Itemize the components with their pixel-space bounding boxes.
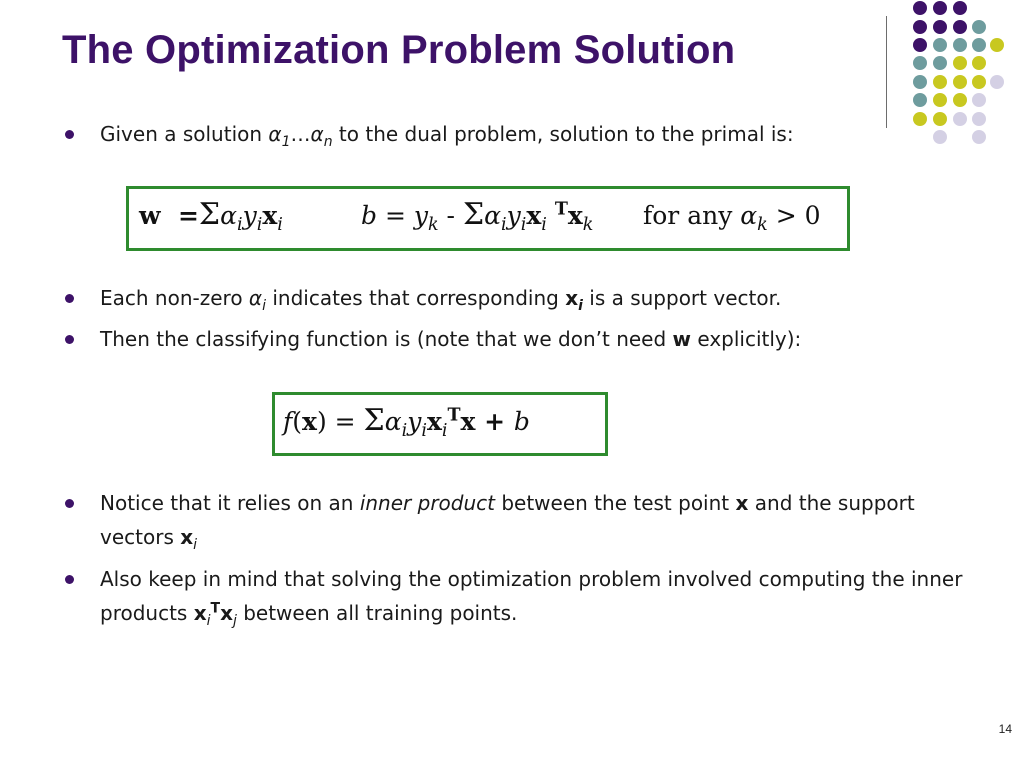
sub: i [277, 215, 283, 235]
y: y [407, 407, 422, 436]
plus: + [475, 407, 514, 436]
sub: i [421, 421, 427, 441]
b: b [513, 407, 530, 436]
decor-dot [972, 38, 986, 52]
decor-dot [953, 75, 967, 89]
text: Each non-zero [100, 286, 249, 310]
equals: = [377, 201, 414, 230]
w-symbol: w [139, 201, 161, 230]
classifier-formula-box [272, 392, 608, 456]
sigma-symbol: Σ [198, 197, 221, 232]
primal-solution-formula-box [126, 186, 850, 251]
sub: k [427, 215, 439, 235]
subscript: j [232, 613, 237, 629]
subscript: i [262, 298, 266, 314]
decor-dot [953, 56, 967, 70]
alpha-symbol: α [248, 286, 263, 310]
equals: = [160, 201, 199, 230]
bullet-classifying-function [100, 322, 980, 356]
text: indicates that corresponding [265, 286, 566, 310]
classifier-equation [283, 403, 530, 441]
title-divider-line [886, 16, 887, 128]
b-equation [361, 197, 594, 235]
x-bold: x [427, 407, 442, 436]
subscript: 1 [281, 134, 291, 150]
emphasis: inner product [359, 491, 495, 515]
x-bold: x [735, 491, 749, 515]
x-bold: x [567, 201, 583, 230]
text: to the dual problem, solution to the primal is: [332, 122, 794, 146]
bullet-inner-product [100, 486, 980, 554]
decor-dot [933, 1, 947, 15]
sub: i [520, 215, 527, 235]
x-bold: x [526, 201, 542, 230]
sub: k [582, 215, 594, 235]
transpose: T [447, 405, 461, 426]
bullet-dual-solution [100, 117, 980, 151]
decor-dot [913, 93, 927, 107]
subscript: i [193, 537, 198, 553]
x-bold: x [220, 601, 233, 625]
text: Notice that it relies on an [100, 491, 360, 515]
sigma-symbol: Σ [462, 197, 485, 232]
decor-dot [933, 93, 947, 107]
sigma-symbol: Σ [363, 403, 385, 438]
text: explicitly): [691, 327, 802, 351]
transpose: T [554, 199, 568, 220]
decor-dot [913, 75, 927, 89]
text: is a support vector. [582, 286, 782, 310]
decor-dot [953, 20, 967, 34]
x-bold: x [460, 407, 476, 436]
alpha-symbol: α [268, 122, 282, 146]
decor-dot [913, 38, 927, 52]
decor-dot [933, 20, 947, 34]
decor-dot [913, 56, 927, 70]
decor-dot [933, 56, 947, 70]
x-bold: x [193, 601, 207, 625]
b: b [361, 201, 378, 230]
equals: ) = [316, 407, 364, 436]
x-bold: x [262, 201, 278, 230]
sub: k [757, 215, 768, 235]
decor-dot [972, 93, 986, 107]
transpose: T [210, 600, 221, 617]
decor-dot [953, 38, 967, 52]
decor-dot [953, 1, 967, 15]
y: y [413, 201, 428, 230]
decor-dot [990, 75, 1004, 89]
condition [643, 201, 821, 235]
decor-dot [933, 75, 947, 89]
w-equation [139, 197, 283, 235]
f: f [283, 407, 293, 436]
sub: i [256, 215, 263, 235]
subscript: i [206, 613, 211, 629]
text: between the test point [494, 491, 736, 515]
sub: i [541, 215, 547, 235]
decor-dot [972, 75, 986, 89]
decor-dot [953, 93, 967, 107]
alpha: α [220, 201, 237, 230]
y: y [506, 201, 521, 230]
text: > 0 [767, 201, 821, 230]
bullet-training-inner-products [100, 562, 980, 630]
sub: i [441, 421, 448, 441]
text: between all training points. [236, 601, 518, 625]
page-number: 14 [998, 722, 1012, 736]
text: for any [643, 201, 741, 230]
text: Then the classifying function is (note that we don’t need [100, 327, 673, 351]
alpha: α [740, 201, 758, 230]
sub: i [401, 421, 408, 441]
alpha-symbol: α [310, 122, 324, 146]
sub: i [501, 215, 507, 235]
decor-dot [913, 20, 927, 34]
slide-title: The Optimization Problem Solution [62, 28, 736, 72]
text: and the support vectors [100, 491, 915, 549]
subscript: i [578, 298, 583, 314]
decor-dot [972, 20, 986, 34]
alpha: α [384, 407, 402, 436]
minus: - [438, 201, 463, 230]
w-bold: w [672, 327, 692, 351]
alpha: α [484, 201, 502, 230]
bullet-support-vector [100, 281, 980, 315]
text: Given a solution [100, 122, 269, 146]
y: y [242, 201, 257, 230]
decor-dot [972, 56, 986, 70]
ellipsis: … [290, 122, 311, 146]
x-bold: x [302, 407, 317, 436]
decor-dot [933, 38, 947, 52]
subscript: n [323, 134, 333, 150]
paren: ( [292, 407, 303, 436]
text: Also keep in mind that solving the optimization problem involved computing the inner products [100, 567, 963, 625]
decor-dot [913, 1, 927, 15]
sub: i [237, 215, 243, 235]
decor-dot [990, 38, 1004, 52]
x-bold: x [180, 525, 194, 549]
x-bold: x [565, 286, 579, 310]
